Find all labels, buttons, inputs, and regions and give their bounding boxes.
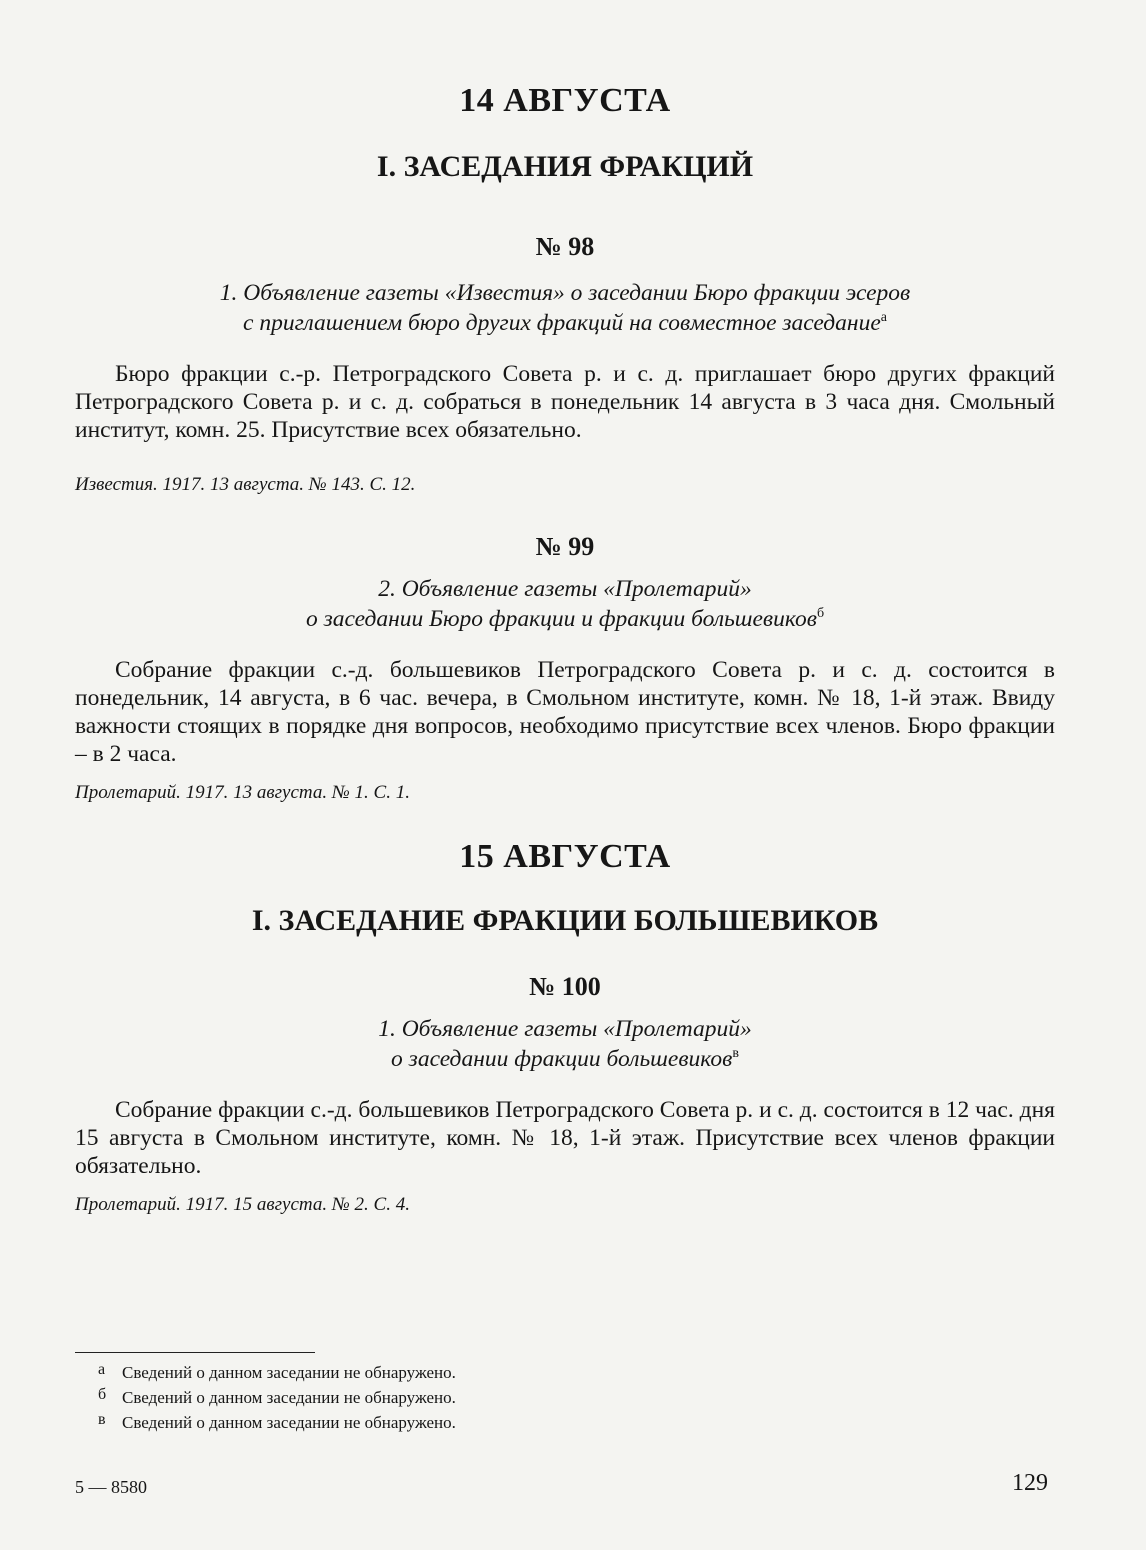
document-source: Известия. 1917. 13 августа. № 143. С. 12. (75, 474, 416, 495)
title-line: о заседании фракции большевиков$^в$ (391, 1046, 739, 1072)
footnote-text: Сведений о данном заседании не обнаружено. (122, 1413, 456, 1432)
section-heading: I. ЗАСЕДАНИЯ ФРАКЦИЙ (376, 150, 754, 183)
title-line: с приглашением бюро других фракций на совместное заседание$^а$ (243, 310, 887, 336)
footnote-letter: б (98, 1386, 107, 1403)
document-title (75, 278, 1055, 338)
title-line: 1. Объявление газеты «Известия» о заседании Бюро фракции эсеров (219, 280, 911, 306)
day-section-aug-14 (75, 82, 1055, 804)
document-100 (75, 972, 1055, 1216)
footnote-mark: б (816, 606, 825, 622)
document-number: № 100 (529, 972, 601, 1001)
title-line: 2. Объявление газеты «Пролетарий» (378, 576, 752, 602)
document-99 (75, 532, 1055, 804)
footnotes (98, 1360, 998, 1435)
document-number: № 98 (535, 232, 595, 261)
document-98 (75, 232, 1055, 496)
footnote (98, 1360, 998, 1385)
day-section-aug-15 (75, 838, 1055, 1216)
title-line: 1. Объявление газеты «Пролетарий» (378, 1016, 752, 1042)
page-number: 129 (1012, 1470, 1048, 1496)
document-source: Пролетарий. 1917. 15 августа. № 2. С. 4. (75, 1194, 410, 1215)
footnote-mark: а (880, 310, 887, 326)
footnote-letter: в (98, 1411, 106, 1428)
footnote-text: Сведений о данном заседании не обнаружено. (122, 1363, 456, 1382)
document-body: Собрание фракции с.-д. большевиков Петроградского Совета р. и с. д. состоится в 12 час. дня 15 августа в Смольном институте, комн. № 18, 1-й этаж. Присутствие всех членов фракции обязательно. (75, 1097, 1055, 1179)
page-content (75, 78, 1055, 1216)
section-heading: I. ЗАСЕДАНИЕ ФРАКЦИИ БОЛЬШЕВИКОВ (251, 904, 879, 937)
document-body: Бюро фракции с.-р. Петроградского Совета р. и с. д. приглашает бюро других фракций Петроградского Совета р. и с. д. собраться в понедельник 14 августа в 3 часа дня. Смольный институт, комн. 25. Присутствие всех обязательно. (75, 361, 1055, 443)
footnote-text: Сведений о данном заседании не обнаружено. (122, 1388, 456, 1407)
footnote-letter: а (98, 1361, 106, 1378)
footnote-divider (75, 1352, 315, 1353)
document-title (75, 1014, 1055, 1074)
footnote-mark: в (732, 1046, 739, 1062)
day-heading: 15 АВГУСТА (459, 838, 671, 875)
printer-signature: 5 — 8580 (75, 1477, 147, 1497)
title-line: о заседании Бюро фракции и фракции большевиков$^б$ (305, 606, 825, 632)
footnote (98, 1410, 998, 1435)
document-title (75, 574, 1055, 634)
day-heading: 14 АВГУСТА (459, 82, 671, 119)
footnote (98, 1385, 998, 1410)
document-source: Пролетарий. 1917. 13 августа. № 1. С. 1. (75, 782, 410, 803)
document-body: Собрание фракции с.-д. большевиков Петроградского Совета р. и с. д. состоится в понедельник, 14 августа, в 6 час. вечера, в Смольном институте, комн. № 18, 1-й этаж. Ввиду важности стоящих в порядке дня вопросов, необходимо присутствие всех членов. Бюро фракции – в 2 часа. (75, 657, 1055, 767)
document-number: № 99 (535, 532, 595, 561)
